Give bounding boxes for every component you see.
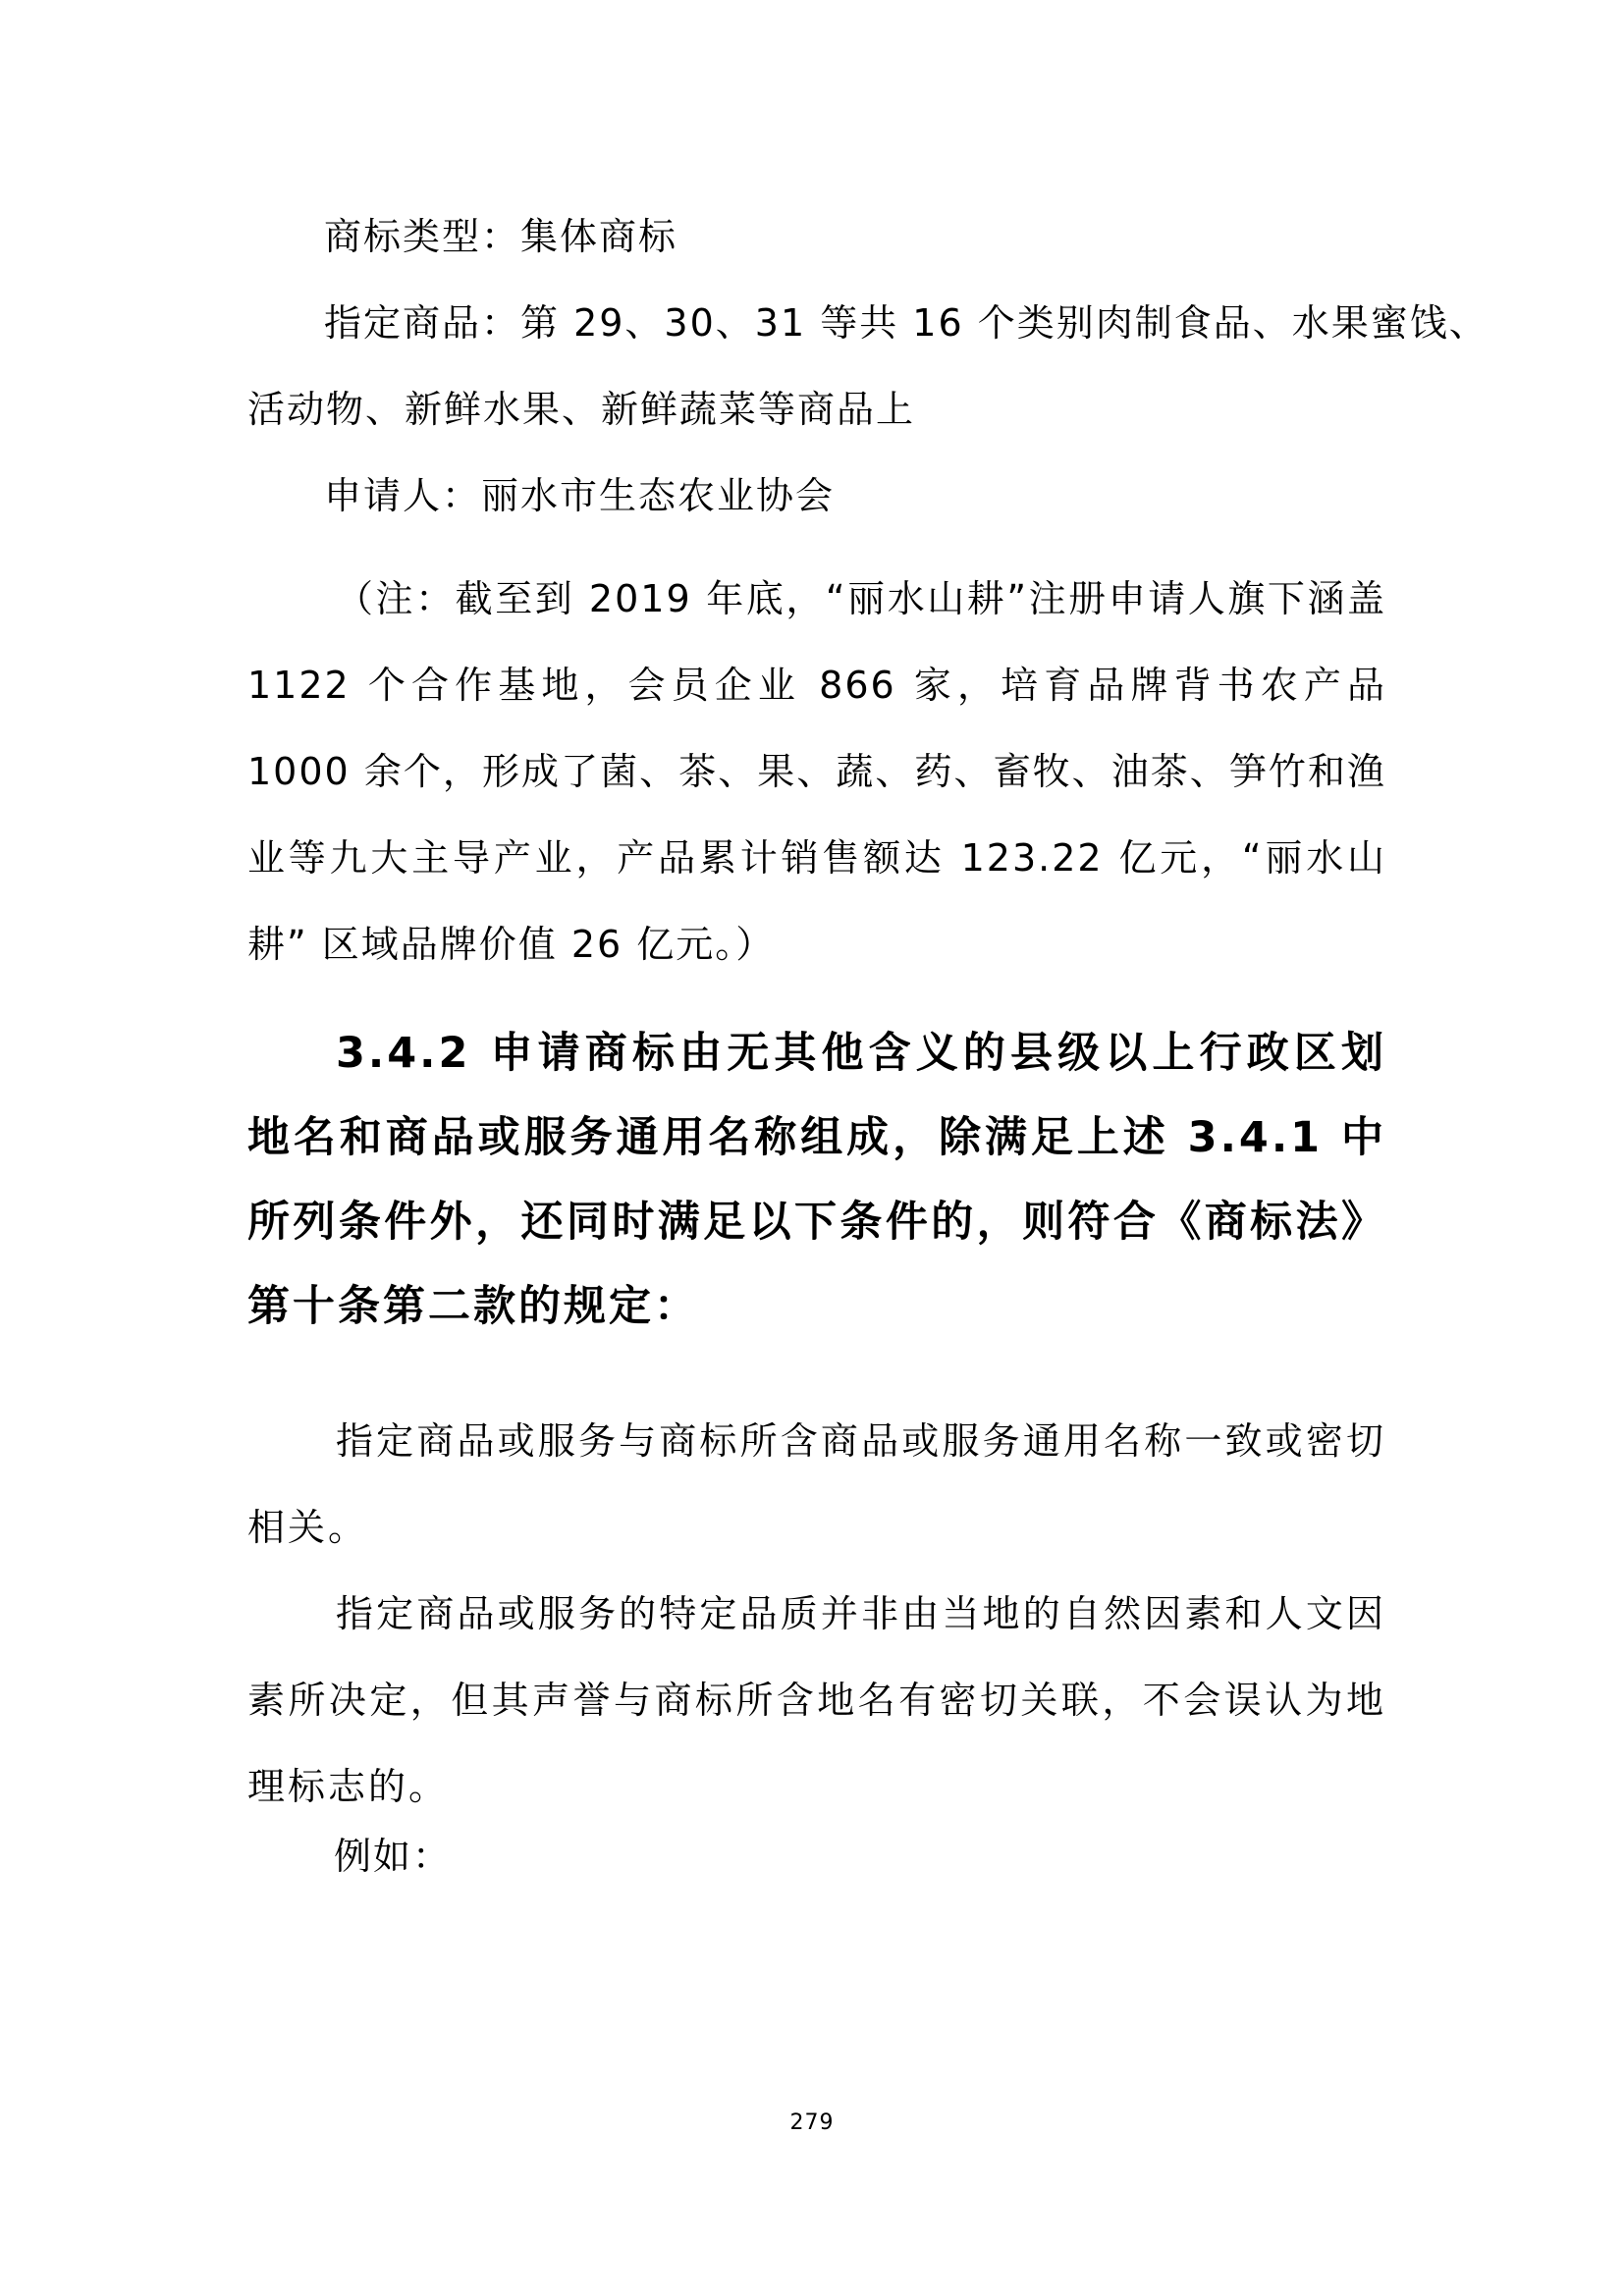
applicant-line: 申请人：丽水市生态农业协会 (324, 474, 836, 517)
condition-paragraph-2: 指定商品或服务的特定品质并非由当地的自然因素和人文因素所决定，但其声誉与商标所含地名有密切关联，不会误认为地理标志的。 (247, 1592, 1386, 1808)
page-number: 279 (789, 2110, 835, 2135)
designated-goods-line-1: 指定商品：第 29、30、31 等共 16 个类别肉制食品、水果蜜饯、 (324, 301, 1489, 345)
note-paragraph: （注：截至到 2019 年底，“丽水山耕”注册申请人旗下涵盖 1122 个合作基地，会员企业 866 家，培育品牌背书农产品 1000 余个，形成了菌、茶、果、蔬、药、畜牧、油茶、笋竹和渔业等九大主导产业，产品累计销售额达 123.22 亿元，“丽水山耕” 区域品牌价值 26 亿元。） (247, 577, 1386, 966)
condition-paragraph-1: 指定商品或服务与商标所含商品或服务通用名称一致或密切相关。 (247, 1419, 1386, 1549)
example-label: 例如： (334, 1835, 453, 1878)
section-heading-3-4-2: 3.4.2 申请商标由无其他含义的县级以上行政区划地名和商品或服务通用名称组成，除满足上述 3.4.1 中所列条件外，还同时满足以下条件的，则符合《商标法》第十条第二款的规定： (247, 1029, 1386, 1331)
trademark-type-line: 商标类型：集体商标 (324, 215, 678, 258)
designated-goods-line-2: 活动物、新鲜水果、新鲜蔬菜等商品上 (247, 388, 916, 431)
